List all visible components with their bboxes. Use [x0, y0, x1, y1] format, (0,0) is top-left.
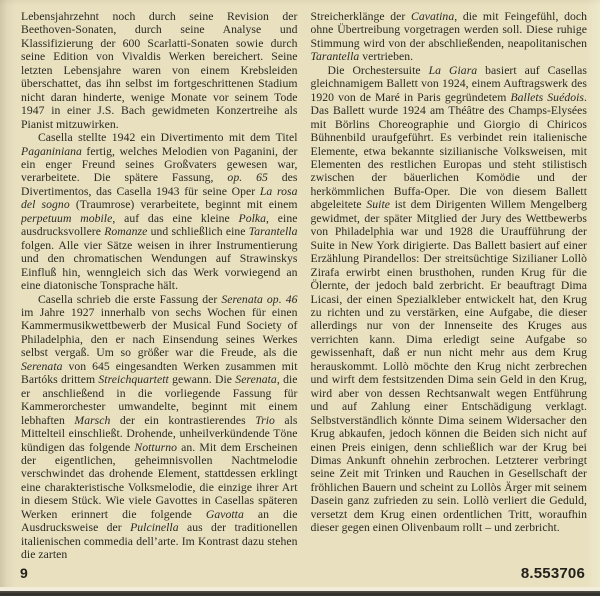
italic-text-segment: Pulcinella [130, 521, 179, 535]
paragraph [21, 293, 298, 562]
text-segment: als Mittelteil einschließt. Drohende, unheilverkündende Töne kündigen das folgende [21, 413, 298, 454]
italic-text-segment: Polka [238, 211, 267, 225]
text-segment: , auf das eine kleine [112, 211, 239, 225]
text-segment: gewann. Die [168, 373, 236, 387]
text-segment: folgen. Alle vier Sätze weisen in ihrer Instrumentierung und den chromatischen Wendungen auf Strawinskys Einfluß hin, wenngleich sich das Werk vorwiegend an eine diatonische Tonsprache hält. [21, 238, 298, 293]
text-segment: ist dem Dirigenten Willem Mengelberg gewidmet, der später Mitglied der Jury des Wettbewerbs von Philadelphia war und 1928 die Uraufführung der Suite in New York dirigierte. Das Ballett basiert auf einer Erzählung Pirandellos: Der streitsüchtige Sizilianer Lollò Zirafa erwirbt einen brusthohen, runden Krug für die Ölernte, der jedoch bald zerbricht. Er beauftragt Dima Licasi, der einen Spezialkleber entwickelt hat, den Krug zu richten und zu verstärken, eine Aufgabe, die dieser allerdings nur von der Innenseite des Kruges aus verrichten kann. Dima erledigt seine Aufgabe so gewissenhaft, daß er nun nicht mehr aus dem Krug herauskommt. Lollò möchte den Krug nicht zerbrechen und wirft dem festsitzenden Dima sein Geld in den Krug, wird aber von dessen Rechtsanwalt wegen Entführung und auf Zahlung einer Entschädigung verklagt. Selbstverständlich könnte Dima seinem Widersacher den Krug abkaufen, jedoch können die Beiden sich nicht auf einen Preis einigen, denn schließlich war der Krug bei Dimas Ankunft ohnehin zerbrochen. Letzterer verbringt seine Zeit mit Trinken und Rauchen in Gesellschaft der fröhlichen Bauern und scheint zu Lollòs Ärger mit seinem Dasein ganz zufrieden zu sein. Lollò verliert die Geduld, versetzt dem Krug einen ordentlichen Tritt, woraufhin dieser gegen einen Olivenbaum rollt – und zerbricht. [310, 198, 587, 535]
text-segment: an die Ausdrucksweise der [21, 507, 298, 535]
italic-text-segment: Cavatina [410, 10, 455, 23]
italic-text-segment: Tarantella [248, 225, 298, 239]
text-segment: Casella schrieb die erste Fassung der [37, 292, 222, 306]
text-columns [21, 10, 587, 563]
scan-edge-shadow [0, 591, 600, 596]
text-segment: Casella stellte 1942 ein Divertimento mit dem Titel [37, 131, 298, 145]
italic-text-segment: perpetuum mobile [21, 211, 113, 225]
italic-text-segment: Trio [255, 413, 275, 427]
text-segment: , eine ausdrucksvollere [21, 211, 298, 239]
italic-text-segment: Streichquartett [98, 373, 169, 387]
text-column-left [21, 10, 298, 563]
text-segment: aus der traditionellen italienischen commedia dell’arte. Im Kontrast dazu stehen die zarten [21, 521, 298, 562]
italic-text-segment: Serenata [235, 373, 277, 387]
text-segment: der ein kontrastierendes [110, 413, 256, 427]
paragraph [21, 131, 298, 292]
italic-text-segment: La Giara [428, 63, 478, 77]
text-segment: vertrieben. [359, 50, 414, 64]
italic-text-segment: Gavotta [205, 507, 244, 521]
text-segment: fertig, welches Melodien von Paganini, der ein enger Freund seines Großvaters gewesen war, verarbeitete. Die spätere Fassung, [21, 144, 298, 185]
text-segment: des Divertimentos, das Casella 1943 für seine Oper [21, 171, 298, 198]
text-column-right [311, 10, 588, 563]
italic-text-segment: Serenata [21, 359, 63, 373]
paragraph [311, 64, 588, 535]
text-segment: Lebensjahrzehnt noch durch seine Revision der Beethoven-Sonaten, durch seine Analyse und Klassifizierung der 600 Scarlatti-Sonaten sowie durch seine Edition von Vivaldis Werken bereichert. Seine letzten Lebensjahre waren von einem Krebsleiden überschattet, das ihn selbst im fortgeschrittenen Stadium nicht daran hinderte, wenige Monate vor seinem Tode 1947 in einer J.S. Bach gewidmeten Konzertreihe als Pianist mitzuwirken. [21, 10, 298, 131]
text-segment: basiert auf Casellas gleichnamigem Ballett von 1924, einem Auftragswerk des 1920 von de Maré in Paris gegründetem [310, 63, 587, 104]
text-segment: im Jahre 1927 innerhalb von sechs Wochen für einen Kammermusikwettbewerb der Musical Fund Society of Philadelphia, den er nach Einsendung seines Werkes selbst vergaß. Um so größer war die Freude, als die [21, 305, 298, 360]
text-segment: Die Orchestersuite [327, 63, 429, 77]
catalog-number: 8.553706 [520, 565, 585, 582]
text-segment: und schließlich eine [147, 225, 249, 239]
text-segment: Streicherklänge der [310, 10, 411, 23]
paragraph [21, 10, 298, 131]
text-segment: , die er anschließend in die vorliegende Fassung für Kammerorchester umwandelte, beginnt mit einem lebhaften [21, 373, 298, 427]
italic-text-segment: Ballets Suédois [510, 90, 584, 104]
italic-text-segment: Suite [366, 198, 391, 212]
italic-text-segment: op. 65 [227, 171, 268, 185]
text-segment: . Das Ballett wurde 1924 am Théâtre des Champs-Elysées mit Börlins Choreographie und Giorgio di Chiricos Bühnenbild uraufgeführt. Es verbindet rein italienische Elemente, etwa bekannte sizilianische Volksweisen, mit Elementen des restlichen Europas und steht stilistisch zwischen der bäuerlichen Komödie und der herkömmlichen Buffa-Oper. Die von diesem Ballett abgeleitete [310, 90, 587, 212]
text-segment: , die mit Feingefühl, doch ohne Übertreibung vorgetragen werden soll. Diese ruhige Stimmung wird von der abschließenden, neapolitanischen [310, 10, 587, 50]
italic-text-segment: Romanze [104, 225, 148, 239]
paragraph [311, 10, 588, 64]
page-number: 9 [20, 565, 28, 581]
italic-text-segment: Serenata op. 46 [221, 292, 298, 306]
text-segment: an. Mit dem Erscheinen der eigentlichen, geheimnisvollen Nachtmelodie verschwindet das drohende Element, stattdessen erklingt eine charakteristische Volksmelodie, die einzige ihrer Art in diesem Stück. Wie viele Gavottes in Casellas späteren Werken erinnert die folgende [21, 440, 298, 521]
italic-text-segment: La rosa del sogno [21, 184, 298, 212]
italic-text-segment: Marsch [74, 413, 111, 427]
page-footer [20, 565, 585, 582]
italic-text-segment: Notturno [134, 440, 178, 454]
italic-text-segment: Paganiniana [21, 144, 82, 158]
text-segment: (Traumrose) verarbeitete, beginnt mit einem [69, 198, 298, 212]
italic-text-segment: Tarantella [310, 50, 360, 64]
text-segment: von 645 eingesandten Werken zusammen mit Bartóks drittem [21, 359, 298, 387]
